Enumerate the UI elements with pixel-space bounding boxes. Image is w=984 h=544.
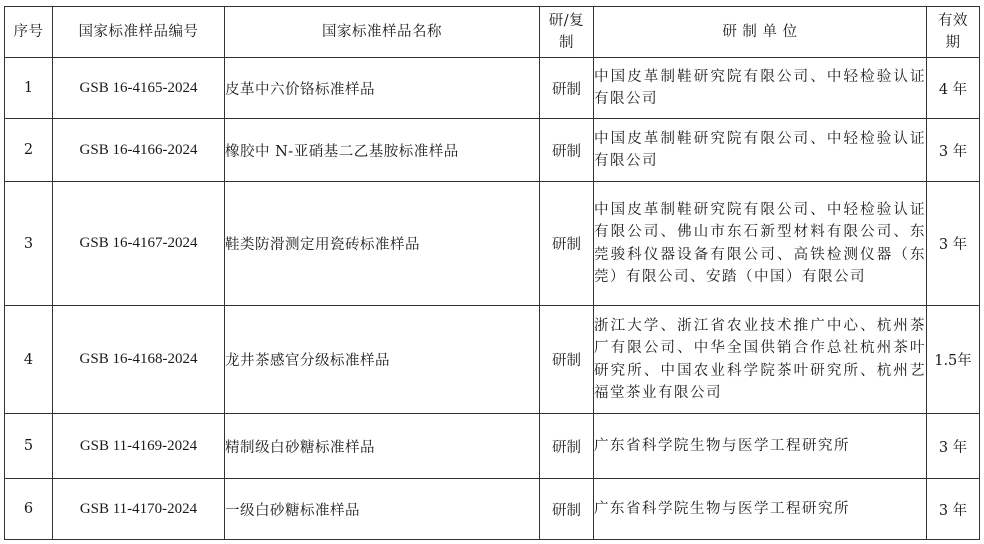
cell-name: 精制级白砂糖标准样品 — [225, 414, 540, 479]
cell-validity: 3 年 — [927, 414, 980, 479]
cell-validity: 1.5年 — [927, 306, 980, 414]
table-row — [5, 479, 980, 540]
table-row — [5, 414, 980, 479]
standards-table — [4, 6, 980, 540]
cell-unit: 中国皮革制鞋研究院有限公司、中轻检验认证有限公司、佛山市东石新型材料有限公司、东莞骏科仪器设备有限公司、高铁检测仪器（东莞）有限公司、安踏（中国）有限公司 — [594, 182, 927, 306]
table-row — [5, 306, 980, 414]
cell-type: 研制 — [540, 479, 594, 540]
table-row — [5, 182, 980, 306]
header-row — [5, 7, 980, 58]
cell-name: 鞋类防滑测定用瓷砖标准样品 — [225, 182, 540, 306]
table-row — [5, 58, 980, 119]
cell-type: 研制 — [540, 119, 594, 182]
cell-unit: 浙江大学、浙江省农业技术推广中心、杭州茶厂有限公司、中华全国供销合作总社杭州茶叶研究所、中国农业科学院茶叶研究所、杭州艺福堂茶业有限公司 — [594, 306, 927, 414]
table-body — [5, 58, 980, 540]
cell-code: GSB 11-4169-2024 — [53, 414, 225, 479]
header-code: 国家标准样品编号 — [53, 7, 225, 58]
cell-name: 橡胶中 N-亚硝基二乙基胺标准样品 — [225, 119, 540, 182]
cell-code: GSB 16-4165-2024 — [53, 58, 225, 119]
header-name: 国家标准样品名称 — [225, 7, 540, 58]
cell-type: 研制 — [540, 414, 594, 479]
cell-seq: 1 — [5, 58, 53, 119]
cell-validity: 4 年 — [927, 58, 980, 119]
cell-code: GSB 16-4168-2024 — [53, 306, 225, 414]
cell-code: GSB 16-4167-2024 — [53, 182, 225, 306]
cell-validity: 3 年 — [927, 119, 980, 182]
cell-unit: 广东省科学院生物与医学工程研究所 — [594, 414, 927, 479]
cell-seq: 2 — [5, 119, 53, 182]
table-header — [5, 7, 980, 58]
cell-seq: 5 — [5, 414, 53, 479]
cell-unit: 广东省科学院生物与医学工程研究所 — [594, 479, 927, 540]
header-validity: 有效 期 — [927, 7, 980, 58]
header-type: 研/复 制 — [540, 7, 594, 58]
cell-name: 皮革中六价铬标准样品 — [225, 58, 540, 119]
cell-name: 一级白砂糖标准样品 — [225, 479, 540, 540]
cell-type: 研制 — [540, 58, 594, 119]
cell-validity: 3 年 — [927, 479, 980, 540]
cell-validity: 3 年 — [927, 182, 980, 306]
cell-unit: 中国皮革制鞋研究院有限公司、中轻检验认证有限公司 — [594, 119, 927, 182]
table-row — [5, 119, 980, 182]
cell-seq: 3 — [5, 182, 53, 306]
cell-name: 龙井茶感官分级标准样品 — [225, 306, 540, 414]
cell-seq: 4 — [5, 306, 53, 414]
cell-type: 研制 — [540, 306, 594, 414]
cell-code: GSB 11-4170-2024 — [53, 479, 225, 540]
cell-type: 研制 — [540, 182, 594, 306]
cell-code: GSB 16-4166-2024 — [53, 119, 225, 182]
header-seq: 序号 — [5, 7, 53, 58]
cell-unit: 中国皮革制鞋研究院有限公司、中轻检验认证有限公司 — [594, 58, 927, 119]
header-unit: 研 制 单 位 — [594, 7, 927, 58]
cell-seq: 6 — [5, 479, 53, 540]
